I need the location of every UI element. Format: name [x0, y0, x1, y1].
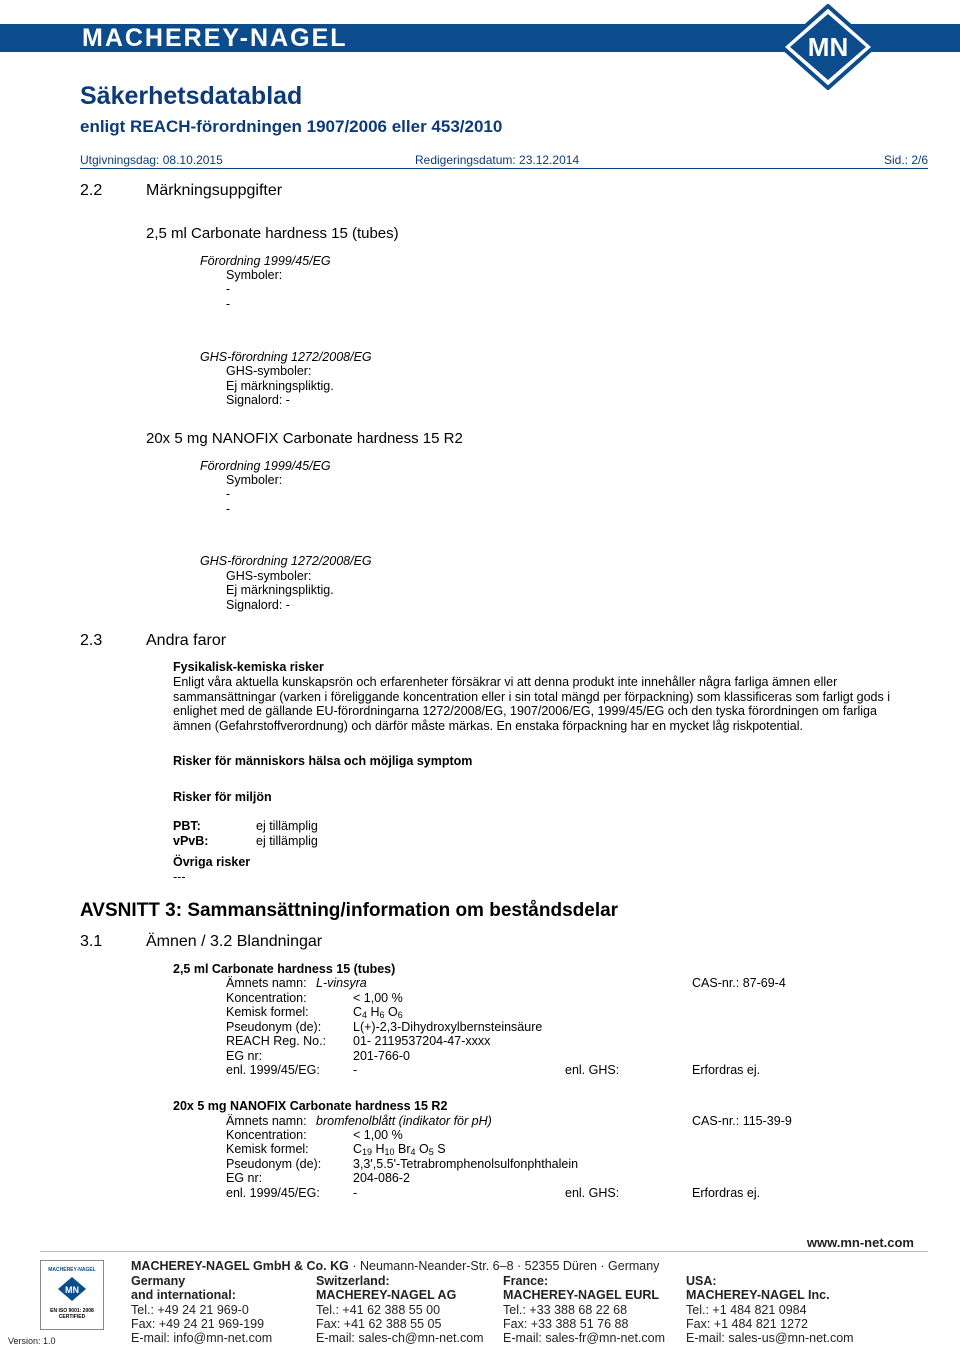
vpvb-label: vPvB: [173, 834, 209, 848]
cas-number: CAS-nr.: 115-39-9 [692, 1114, 792, 1128]
other-risks-value: --- [173, 870, 186, 884]
enl-value: - [353, 1186, 358, 1200]
substance-label: Ämnets namn: [226, 976, 307, 990]
section-title: Märkningsuppgifter [146, 182, 283, 199]
contact-email[interactable]: E-mail: sales-us@mn-net.com [686, 1331, 854, 1346]
product-name: 2,5 ml Carbonate hardness 15 (tubes) [146, 225, 399, 242]
concentration-label: Koncentration: [226, 1128, 307, 1142]
section-number: 2.2 [80, 182, 103, 199]
ghs-label: enl. GHS: [565, 1063, 620, 1077]
eg-value: 201-766-0 [353, 1049, 410, 1063]
ghs-note: Ej märkningspliktig. [226, 583, 334, 597]
eg-label: EG nr: [226, 1049, 263, 1063]
formula-label: Kemisk formel: [226, 1005, 309, 1019]
cert-label: CERTIFIED [58, 1314, 86, 1320]
component-product-name: 20x 5 mg NANOFIX Carbonate hardness 15 R2 [173, 1099, 448, 1113]
pbt-label: PBT: [173, 819, 201, 833]
iso-certificate-badge [40, 1260, 104, 1330]
regulation-label: Förordning 1999/45/EG [200, 254, 331, 268]
health-risks-heading: Risker för människors hälsa och möjliga symptom [173, 754, 473, 768]
section-3-title: AVSNITT 3: Sammansättning/information om beståndsdelar [80, 900, 619, 921]
brand-name: MACHEREY-NAGEL [82, 24, 348, 52]
pseudonym-value: 3,3',5.5'-Tetrabromphenolsulfonphthalein [353, 1157, 579, 1171]
ghs-note: Ej märkningspliktig. [226, 379, 334, 393]
contact-fax: Fax: +33 388 51 76 88 [503, 1316, 629, 1331]
contact-subheading: and international: [131, 1288, 236, 1303]
mn-certificate-icon [57, 1276, 87, 1302]
section-title: Andra faror [146, 632, 227, 649]
contact-subheading: MACHEREY-NAGEL EURL [503, 1288, 660, 1303]
product-name: 20x 5 mg NANOFIX Carbonate hardness 15 R2 [146, 430, 463, 447]
ghs-symbols-label: GHS-symboler: [226, 569, 312, 583]
footer-contact-germany [131, 1274, 272, 1345]
symbol-value: - [226, 297, 231, 311]
contact-heading: Switzerland: [316, 1274, 390, 1288]
regulation-label: Förordning 1999/45/EG [200, 459, 331, 473]
contact-heading: USA: [686, 1274, 717, 1288]
symbol-value: - [226, 487, 231, 501]
contact-phone: Tel.: +49 24 21 969-0 [131, 1302, 249, 1317]
signal-word: Signalord: - [226, 393, 290, 407]
company-line [131, 1259, 659, 1273]
enl-value: - [353, 1063, 358, 1077]
company-name: MACHEREY-NAGEL GmbH & Co. KG [131, 1259, 349, 1273]
document-subtitle: enligt REACH-förordningen 1907/2006 eller 453/2010 [80, 117, 503, 136]
contact-fax: Fax: +1 484 821 1272 [686, 1316, 808, 1331]
ghs-symbols-label: GHS-symboler: [226, 364, 312, 378]
symbols-label: Symboler: [226, 268, 283, 282]
ghs-regulation-label: GHS-förordning 1272/2008/EG [200, 554, 372, 568]
symbols-label: Symboler: [226, 473, 283, 487]
ghs-regulation-label: GHS-förordning 1272/2008/EG [200, 350, 372, 364]
pseudonym-value: L(+)-2,3-Dihydroxylbernsteinsäure [353, 1020, 543, 1034]
cert-iso: EN ISO 9001: 2008 [50, 1308, 94, 1314]
component-product-name: 2,5 ml Carbonate hardness 15 (tubes) [173, 962, 396, 976]
svg-text:MN: MN [65, 1285, 79, 1295]
ghs-value: Erfordras ej. [692, 1063, 761, 1077]
subsection-number: 3.1 [80, 933, 103, 950]
section-number: 2.3 [80, 632, 103, 649]
subsection-title: Ämnen / 3.2 Blandningar [146, 933, 323, 950]
other-risks-heading: Övriga risker [173, 855, 251, 869]
footer-divider [40, 1251, 928, 1252]
eg-value: 204-086-2 [353, 1171, 410, 1185]
enl-label: enl. 1999/45/EG: [226, 1063, 320, 1077]
formula-label: Kemisk formel: [226, 1142, 309, 1156]
enl-label: enl. 1999/45/EG: [226, 1186, 320, 1200]
reach-value: 01- 2119537204-47-xxxx [353, 1034, 491, 1048]
symbol-value: - [226, 282, 231, 296]
concentration-label: Koncentration: [226, 991, 307, 1005]
contact-fax: Fax: +41 62 388 55 05 [316, 1316, 442, 1331]
contact-email[interactable]: E-mail: sales-fr@mn-net.com [503, 1331, 666, 1346]
cert-brand: MACHEREY-NAGEL [48, 1267, 96, 1273]
contact-phone: Tel.: +1 484 821 0984 [686, 1302, 807, 1317]
header-divider [80, 168, 928, 169]
chemical-formula: $C_4$ $H_6$ $O_6$ [353, 1005, 403, 1020]
revision-date: Redigeringsdatum: 23.12.2014 [415, 153, 580, 167]
substance-name: bromfenolblått (indikator för pH) [316, 1114, 492, 1128]
page-number: Sid.: 2/6 [883, 153, 928, 167]
contact-phone: Tel.: +41 62 388 55 00 [316, 1302, 441, 1317]
reach-label: REACH Reg. No.: [226, 1034, 327, 1048]
contact-subheading: MACHEREY-NAGEL Inc. [686, 1288, 830, 1303]
contact-heading: France: [503, 1274, 549, 1288]
pseudonym-label: Pseudonym (de): [226, 1020, 322, 1034]
ghs-value: Erfordras ej. [692, 1186, 761, 1200]
pbt-value: ej tillämplig [256, 819, 318, 833]
contact-email[interactable]: E-mail: sales-ch@mn-net.com [316, 1331, 484, 1346]
contact-fax: Fax: +49 24 21 969-199 [131, 1316, 265, 1331]
svg-text:MN: MN [807, 32, 849, 62]
substance-name: L-vinsyra [316, 976, 367, 990]
environment-risks-heading: Risker för miljön [173, 790, 272, 804]
contact-email[interactable]: E-mail: info@mn-net.com [131, 1331, 273, 1346]
vpvb-value: ej tillämplig [256, 834, 318, 848]
footer-contact-switzerland [316, 1274, 484, 1345]
physical-risks-text: Enligt våra aktuella kunskapsrön och erfarenheter försäkrar vi att denna produkt inte innehåller några farliga ämnen eller sammansättningar (varken i föreliggande koncentration eller i sin total mängd per förpackning) som klassificeras som farligt gods i enlighet med de gällande EU-förordningarna 1272/2008/EG, 1907/2006/EG, 1999/45/EG och den tyska förordningen om farliga ämnen (Gefahrstoffverordnung) och därför måste märkas. En enstaka förpackning har en mycket låg riskpotential. [173, 675, 891, 733]
signal-word: Signalord: - [226, 598, 290, 612]
footer-contact-usa [686, 1274, 854, 1345]
chemical-formula: $C_{19}$ $H_{10}$ $Br_4$ $O_5$ S [353, 1142, 446, 1157]
concentration-value: < 1,00 % [353, 991, 403, 1005]
physical-risks-heading: Fysikalisk-kemiska risker [173, 660, 324, 674]
mn-logo-icon [778, 4, 878, 90]
eg-label: EG nr: [226, 1171, 263, 1185]
company-address: · Neumann-Neander-Str. 6–8 · 52355 Düren · Germany [352, 1259, 660, 1273]
contact-subheading: MACHEREY-NAGEL AG [316, 1288, 457, 1303]
website-link[interactable]: www.mn-net.com [806, 1235, 914, 1250]
ghs-label: enl. GHS: [565, 1186, 620, 1200]
issue-date: Utgivningsdag: 08.10.2015 [80, 153, 223, 167]
pseudonym-label: Pseudonym (de): [226, 1157, 322, 1171]
document-title: Säkerhetsdatablad [80, 82, 303, 110]
contact-heading: Germany [131, 1274, 186, 1288]
contact-phone: Tel.: +33 388 68 22 68 [503, 1302, 628, 1317]
header-meta [80, 153, 928, 167]
substance-label: Ämnets namn: [226, 1114, 307, 1128]
version-label: Version: 1.0 [8, 1336, 56, 1346]
concentration-value: < 1,00 % [353, 1128, 403, 1142]
footer-contact-france [503, 1274, 665, 1345]
symbol-value: - [226, 502, 231, 516]
cas-number: CAS-nr.: 87-69-4 [692, 976, 786, 990]
